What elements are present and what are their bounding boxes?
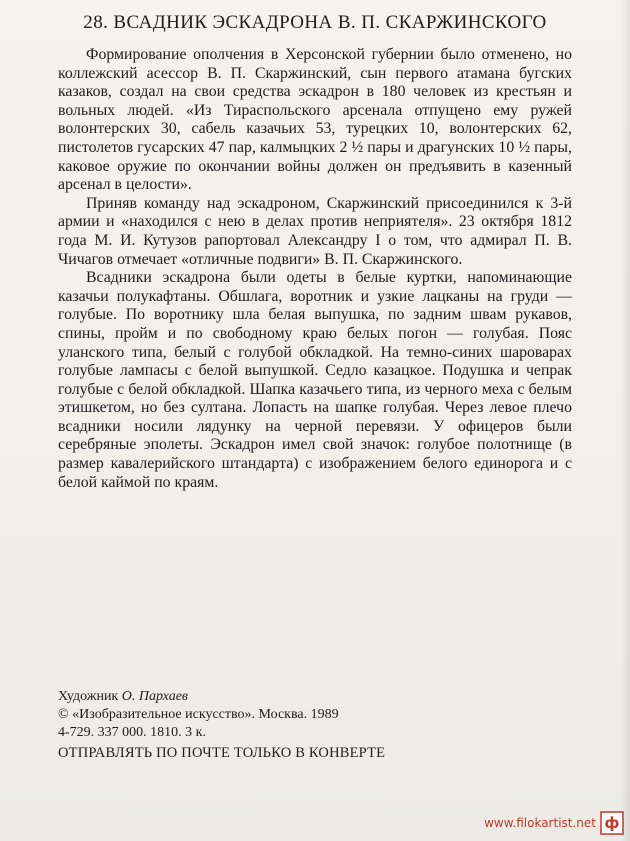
watermark[interactable] <box>484 811 624 835</box>
body-text <box>58 46 572 492</box>
watermark-logo-letter: ф <box>604 814 620 832</box>
mailing-note: ОТПРАВЛЯТЬ ПО ПОЧТЕ ТОЛЬКО В КОНВЕРТЕ <box>58 745 386 761</box>
page-edge-shadow <box>620 0 630 841</box>
watermark-text[interactable]: www.filokartist.net <box>484 816 596 830</box>
page-title: 28. ВСАДНИК ЭСКАДРОНА В. П. СКАРЖИНСКОГО <box>83 12 547 33</box>
publisher-line: © «Изобразительное искусство». Москва. 1989 <box>58 707 339 722</box>
print-code: 4-729. 337 000. 1810. 3 к. <box>58 725 206 740</box>
watermark-logo-icon <box>600 811 624 835</box>
artist-line <box>58 688 578 706</box>
imprint <box>58 688 578 742</box>
paragraph-2: Приняв команду над эскадроном, Скаржинский присоединился к 3-й армии и «находился с нею в делах против неприятеля». 23 октября 1812 года М. И. Кутузов рапортовал Александру I о том, что адмирал П. В. Чичагов отмечает «отличные подвиги» В. П. Скаржинского. <box>58 194 572 268</box>
artist-label: Художник <box>58 689 119 704</box>
paragraph-1: Формирование ополчения в Херсонской губернии было отменено, но коллежский асессор В. П. Скаржинский, сын первого атамана бугских казаков, создал на свои средства эскадрон в 180 человек из крестьян и вольных людей. «Из Тираспольского арсенала отпущено ему ружей волонтерских 30, сабель казачьих 53, турецких 10, волонтерских 62, пистолетов гусарских 47 пар, калмыцких 2 ½ пары и драгунских 10 ½ пары, каковое оружие по окончании войны должен он предъявить в казенный арсенал в целости». <box>58 46 572 194</box>
artist-name: О. Пархаев <box>121 689 188 704</box>
paragraph-3: Всадники эскадрона были одеты в белые куртки, напоминающие казачьи полукафтаны. Обшлага, воротник и узкие лацканы на груди — голубые. По воротнику шла белая выпушка, по задним швам рукавов, спины, пройм и по свободному краю белых погон — голубая. Пояс уланского типа, белый с голубой обкладкой. На темно-синих шароварах голубые лампасы с белой выпушкой. Седло казацкое. Подушка и чепрак голубые с белой обкладкой. Шапка казачьего типа, из черного меха с белым этишкетом, но без султана. Лопасть на шапке голубая. Через левое плечо всадники носили лядунку на черной перевязи. У офицеров были серебряные эполеты. Эскадрон имел свой значок: голубое полотнище (в размер кавалерийского штандарта) с изображением белого единорога и с белой каймой по краям. <box>58 269 572 491</box>
